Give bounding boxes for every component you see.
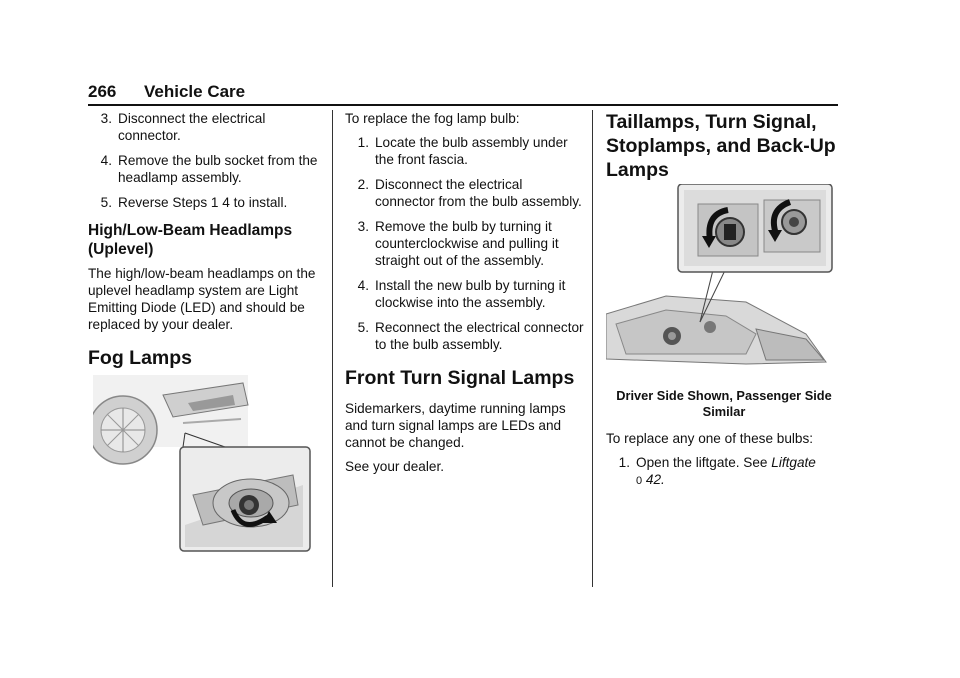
- figure-caption: Driver Side Shown, Passenger Side Similar: [616, 388, 832, 419]
- step-3: [88, 110, 320, 144]
- step-number: 3.: [357, 219, 369, 234]
- step-text: Install the new bulb by turning it clockwise into the assembly.: [375, 278, 566, 310]
- step-number: 4.: [357, 278, 369, 293]
- heading-high-low-beam: High/Low-Beam Headlamps (Uplevel): [88, 222, 293, 258]
- taillamp-step-1: [606, 454, 842, 490]
- step-number: 4.: [100, 153, 112, 168]
- step-text: Disconnect the electrical connector.: [118, 111, 266, 143]
- step-number: 1.: [357, 135, 369, 150]
- paragraph-see-dealer: See your dealer.: [345, 459, 444, 474]
- step-text: Remove the bulb by turning it counterclockwise and pulling it straight out of the assembly.: [375, 219, 559, 268]
- step-text: Disconnect the electrical connector from the bulb assembly.: [375, 177, 582, 209]
- heading-fog-lamps: Fog Lamps: [88, 347, 193, 369]
- column-divider-2: [592, 110, 593, 587]
- step-number: 1.: [618, 455, 630, 470]
- step-5: [88, 194, 320, 211]
- page-reference[interactable]: 42.: [645, 472, 665, 487]
- taillamp-illustration: [606, 184, 834, 370]
- step-number: 5.: [100, 195, 112, 210]
- step-text: Remove the bulb socket from the headlamp assembly.: [118, 153, 318, 185]
- fog-step-3: [345, 218, 585, 269]
- page-reference-arrow: 0: [636, 475, 643, 487]
- header-rule: [88, 104, 838, 106]
- fog-step-1: [345, 134, 585, 168]
- column-1: [88, 110, 320, 380]
- page-number: 266: [88, 82, 117, 101]
- step-text: Reverse Steps 1 4 to install.: [118, 195, 288, 210]
- fog-step-4: [345, 277, 585, 311]
- step-number: 3.: [100, 111, 112, 126]
- step-number: 2.: [357, 177, 369, 192]
- column-divider-1: [332, 110, 333, 587]
- step-4: [88, 152, 320, 186]
- fog-replace-intro: To replace the fog lamp bulb:: [345, 111, 520, 126]
- heading-taillamps: Taillamps, Turn Signal, Stoplamps, and Back-Up Lamps: [606, 111, 836, 181]
- paragraph-front-turn-signal: Sidemarkers, daytime running lamps and turn signal lamps are LEDs and cannot be changed.: [345, 401, 566, 450]
- step-text: Locate the bulb assembly under the front fascia.: [375, 135, 568, 167]
- column-2: [345, 110, 585, 482]
- heading-front-turn-signal: Front Turn Signal Lamps: [345, 367, 575, 389]
- step-number: 5.: [357, 320, 369, 335]
- step-text: Reconnect the electrical connector to the bulb assembly.: [375, 320, 584, 352]
- step-text: [636, 454, 842, 490]
- fog-step-5: [345, 319, 585, 353]
- paragraph-high-low-beam: The high/low-beam headlamps on the uplevel headlamp system are Light Emitting Diode (LED) and should be replaced by your dealer.: [88, 266, 316, 332]
- fog-lamp-illustration: [93, 375, 313, 553]
- liftgate-reference-link[interactable]: Liftgate: [771, 455, 816, 470]
- taillamp-replace-intro: To replace any one of these bulbs:: [606, 431, 814, 446]
- step-text-main: Open the liftgate. See: [636, 455, 768, 470]
- fog-step-2: [345, 176, 585, 210]
- page-header: [88, 82, 838, 106]
- section-title: Vehicle Care: [144, 82, 246, 101]
